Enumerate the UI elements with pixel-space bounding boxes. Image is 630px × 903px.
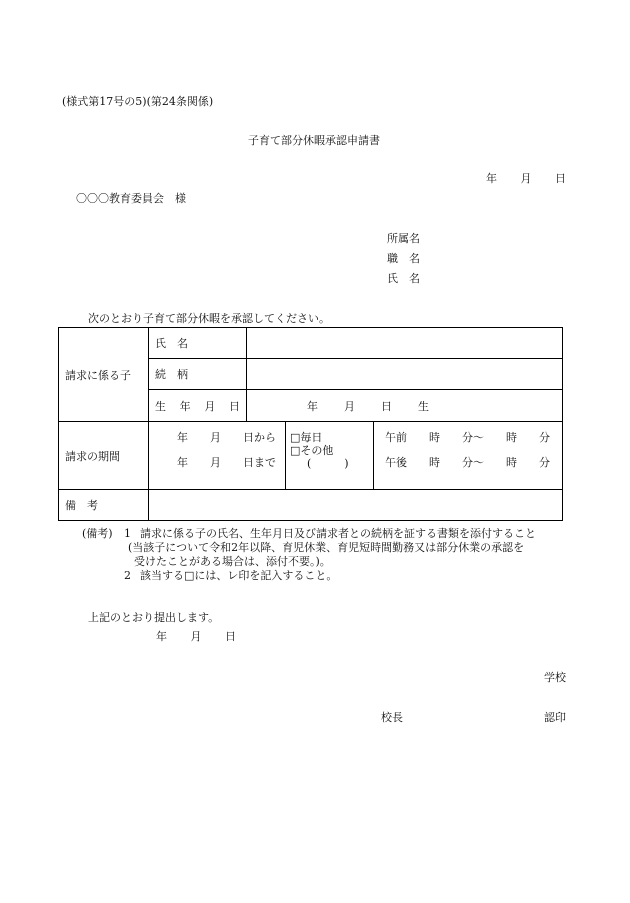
dob-field[interactable]: 年 月 日 生 (307, 399, 429, 413)
position-label: 職 名 (387, 252, 420, 265)
date-month: 月 (520, 172, 532, 185)
period-to[interactable]: 年 月 日まで (177, 456, 276, 469)
other-paren[interactable]: ( ) (307, 457, 349, 470)
school-label: 学校 (544, 671, 566, 684)
relation-field[interactable] (247, 359, 563, 390)
note1-line2: (当該子について令和2年以降、育児休業、育児短時間勤務又は部分休業の承認を (128, 541, 525, 554)
period-cell (149, 422, 563, 490)
date-day: 日 (555, 172, 566, 185)
notes-label: (備考) (82, 527, 113, 540)
child-name-label-cell (149, 328, 247, 359)
submit-day: 日 (225, 630, 236, 643)
relation-label: 続 柄 (155, 368, 188, 381)
dob-row (149, 390, 563, 422)
period-label-cell (59, 422, 149, 490)
submit-month: 月 (190, 630, 202, 643)
pm-time[interactable]: 午後 時 分～ 時 分 (385, 456, 550, 469)
application-date (486, 172, 566, 186)
relation-label-cell (149, 359, 247, 390)
document-title: 子育て部分休暇承認申請書 (248, 134, 380, 147)
remarks-label: 備 考 (65, 499, 98, 512)
note2-text: 該当する□には、レ印を記入すること。 (140, 569, 338, 582)
request-table (58, 327, 563, 521)
affiliation-label: 所属名 (387, 232, 420, 245)
am-time[interactable]: 午前 時 分～ 時 分 (385, 431, 550, 444)
child-label: 請求に係る子 (65, 368, 131, 382)
every-day-checkbox[interactable]: □毎日 (290, 431, 323, 444)
date-year: 年 (486, 172, 497, 185)
note1-line1: 請求に係る子の氏名、生年月日及び請求者との続柄を証する書類を添付すること (140, 527, 536, 540)
child-section-label (59, 328, 149, 422)
form-number: (様式第17号の5)(第24条関係) (62, 95, 214, 108)
period-from[interactable]: 年 月 日から (177, 431, 276, 444)
name-label: 氏 名 (387, 272, 420, 285)
note1-number: 1 (124, 527, 131, 540)
other-checkbox[interactable]: □その他 (290, 444, 334, 457)
intro-text: 次のとおり子育て部分休暇を承認してください。 (88, 312, 330, 325)
child-name-field[interactable] (247, 328, 563, 359)
seal-label: 認印 (544, 711, 566, 724)
period-label: 請求の期間 (65, 449, 120, 463)
remarks-label-cell (59, 490, 149, 521)
addressee: 〇〇〇教育委員会 様 (76, 192, 186, 205)
note1-line3: 受けたことがある場合は、添付不要。)。 (134, 555, 331, 568)
dob-label: 生 年 月 日 (149, 390, 247, 421)
note2-number: 2 (124, 569, 131, 582)
submit-year: 年 (156, 630, 167, 643)
submit-date (156, 630, 236, 644)
principal-label: 校長 (381, 711, 403, 724)
submit-text: 上記のとおり提出します。 (88, 611, 220, 624)
child-name-label: 氏 名 (155, 337, 188, 350)
remarks-field[interactable] (149, 490, 563, 521)
